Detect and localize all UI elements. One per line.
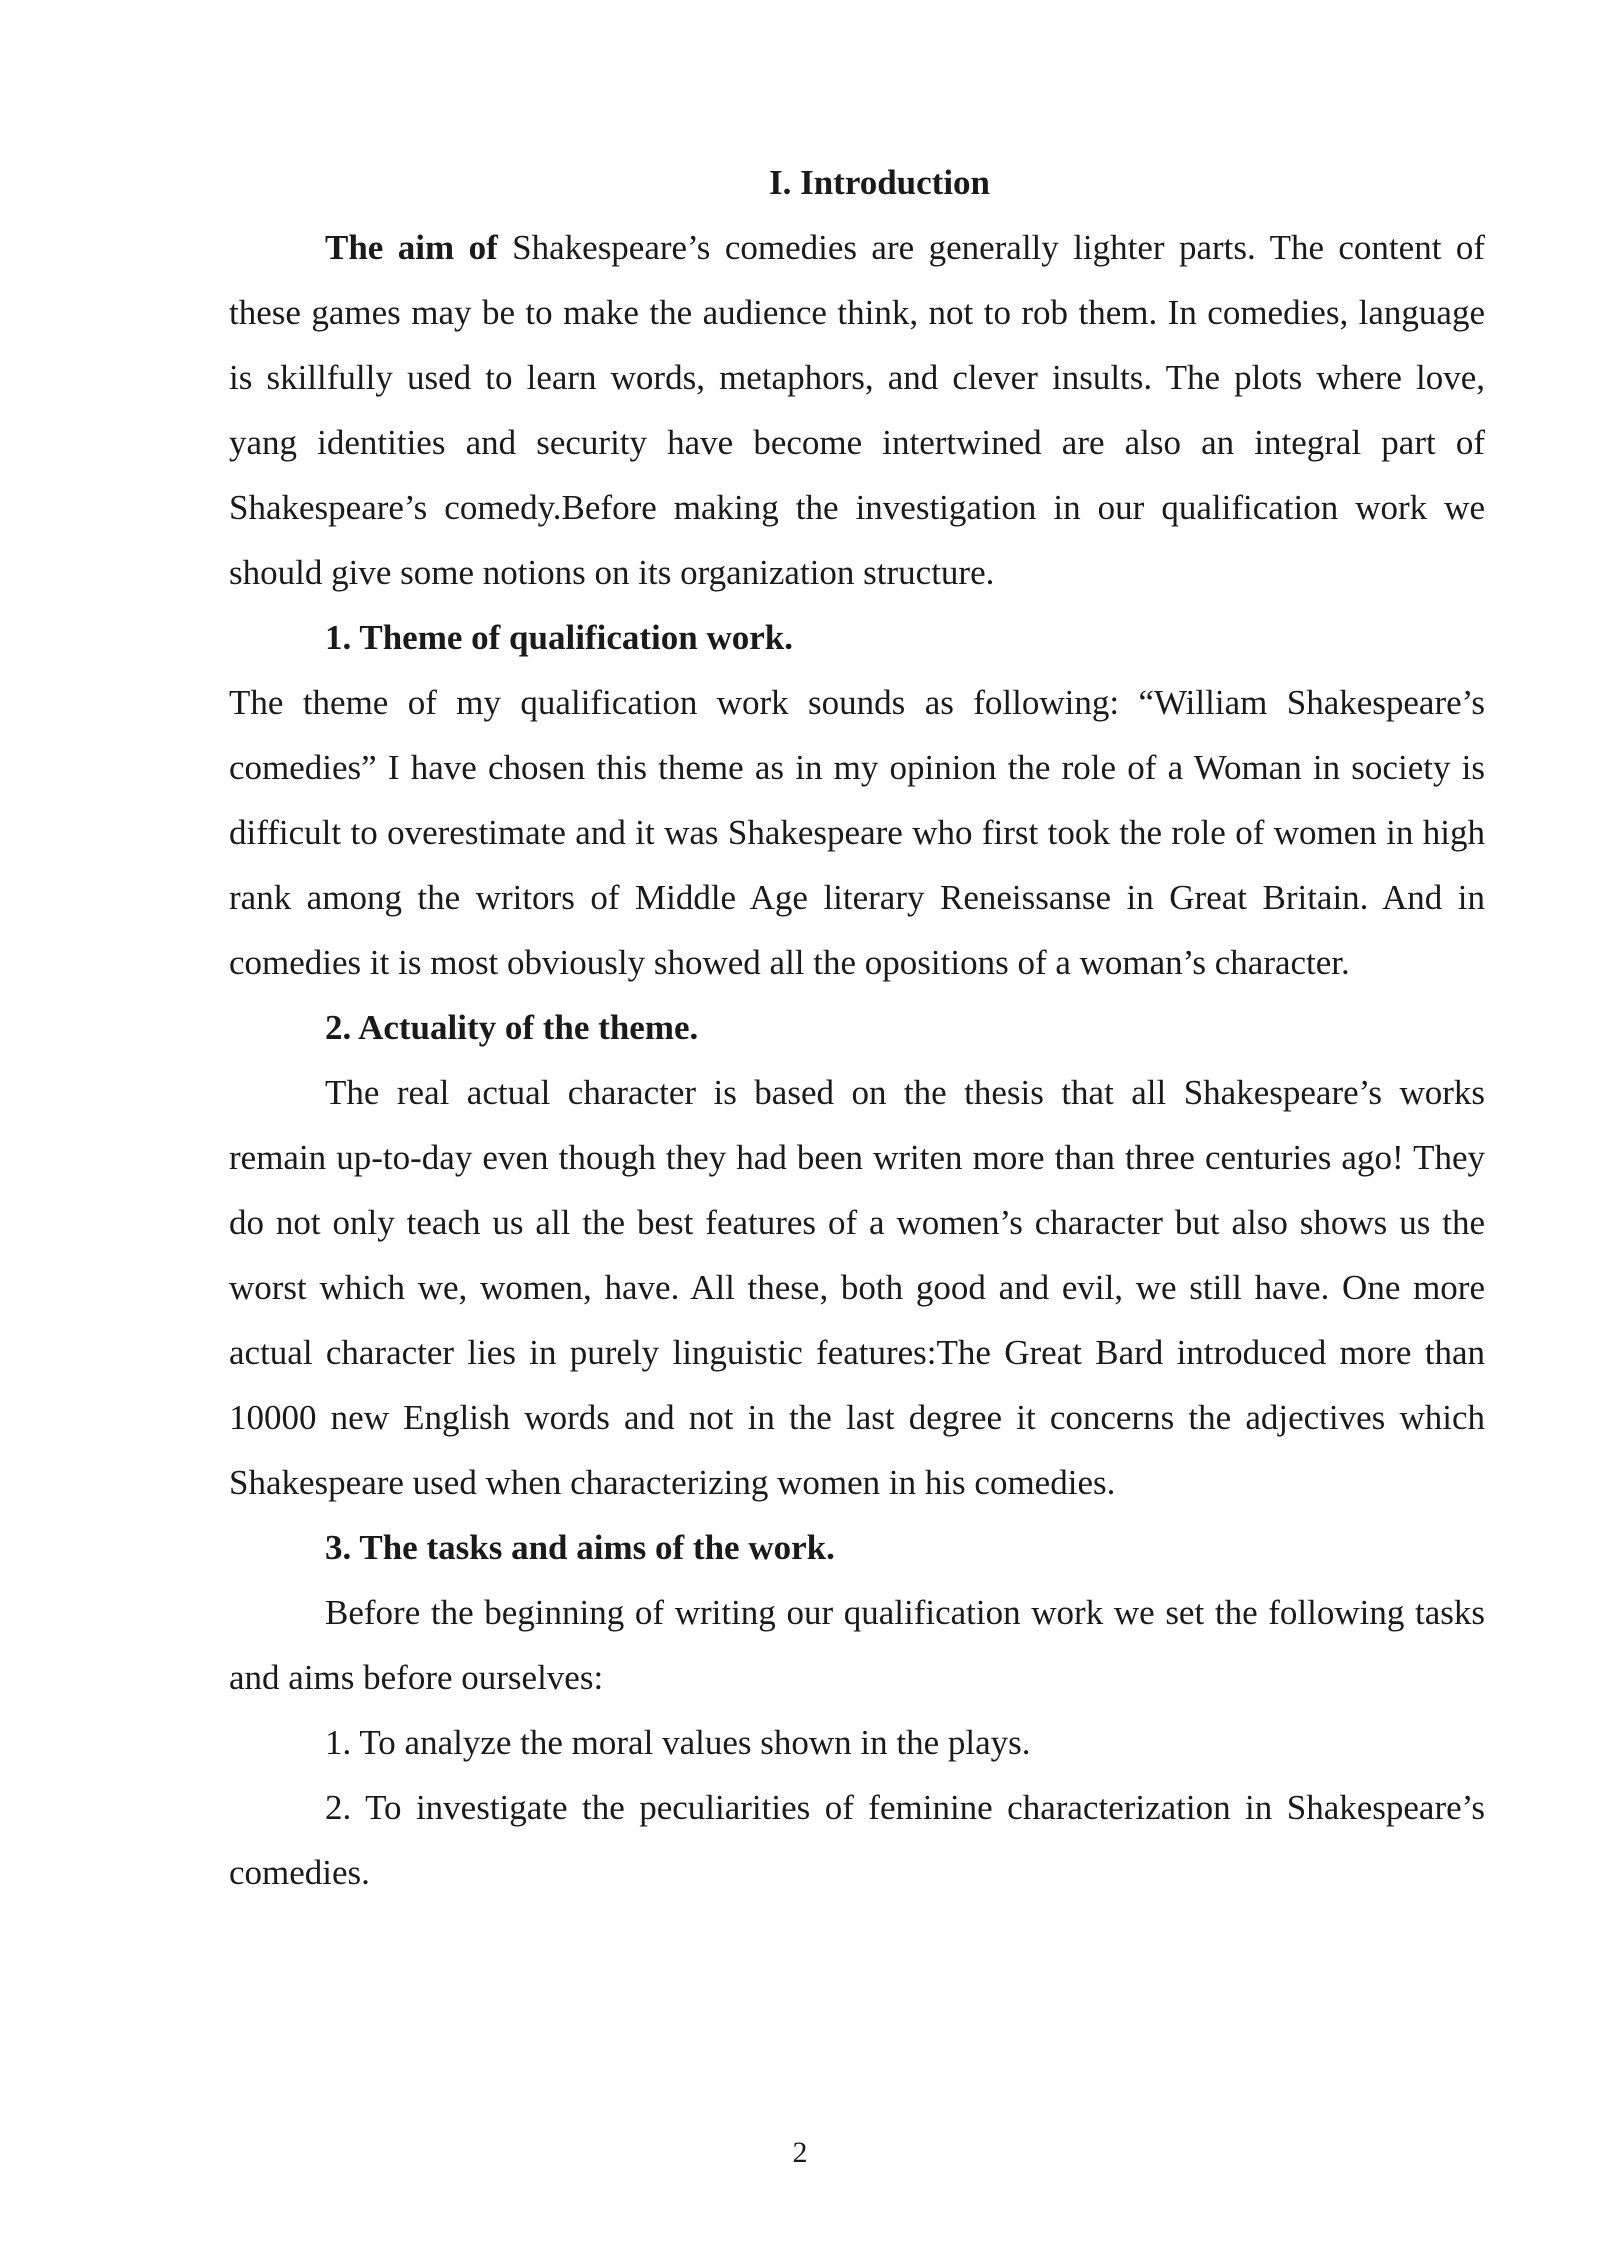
tasks-paragraph: Before the beginning of writing our qualification work we set the following tasks and aims before ourselves: [229,1593,1485,1697]
actuality-paragraph: The real actual character is based on the thesis that all Shakespeare’s works remain up-to-day even though they had been writen more than three centuries ago! They do not only teach us all the best features of a women’s character but also shows us the worst which we, women, have. All these, both good and evil, we still have. One more actual character lies in purely linguistic features:The Great Bard introduced more than 10000 new English words and not in the last degree it concerns the adjectives which Shakespeare used when characterizing women in his comedies. [229,1073,1485,1502]
task-item: 1. To analyze the moral values shown in the plays. [325,1723,1031,1762]
page-number: 2 [792,2136,808,2169]
theme-paragraph: The theme of my qualification work sounds as following: “William Shakespeare’s comedies” I have chosen this theme as in my opinion the role of a Woman in society is difficult to overestimate and it was Shakespeare who first took the role of women in high rank among the writors of Middle Age literary Reneissanse in Great Britain. And in comedies it is most obviously showed all the opositions of a woman’s character. [229,683,1485,982]
page-title: I. Introduction [768,163,991,202]
intro-paragraph [229,215,1485,605]
task-item: 2. To investigate the peculiarities of feminine characterization in Shakespeare’s comedies. [229,1788,1485,1892]
intro-text: Shakespeare’s comedies are generally lighter parts. The content of these games may be to make the audience think, not to rob them. In comedies, language is skillfully used to learn words, metaphors, and clever insults. The plots where love, yang identities and security have become intertwined are also an integral part of Shakespeare’s comedy.Before making the investigation in our qualification work we should give some notions on its organization structure. [229,228,1485,592]
page-content [229,150,1485,1905]
section-heading-tasks: 3. The tasks and aims of the work. [325,1528,835,1567]
section-heading-actuality: 2. Actuality of the theme. [325,1008,699,1047]
section-heading-theme: 1. Theme of qualification work. [325,618,793,657]
intro-lead: The aim of [325,228,498,267]
